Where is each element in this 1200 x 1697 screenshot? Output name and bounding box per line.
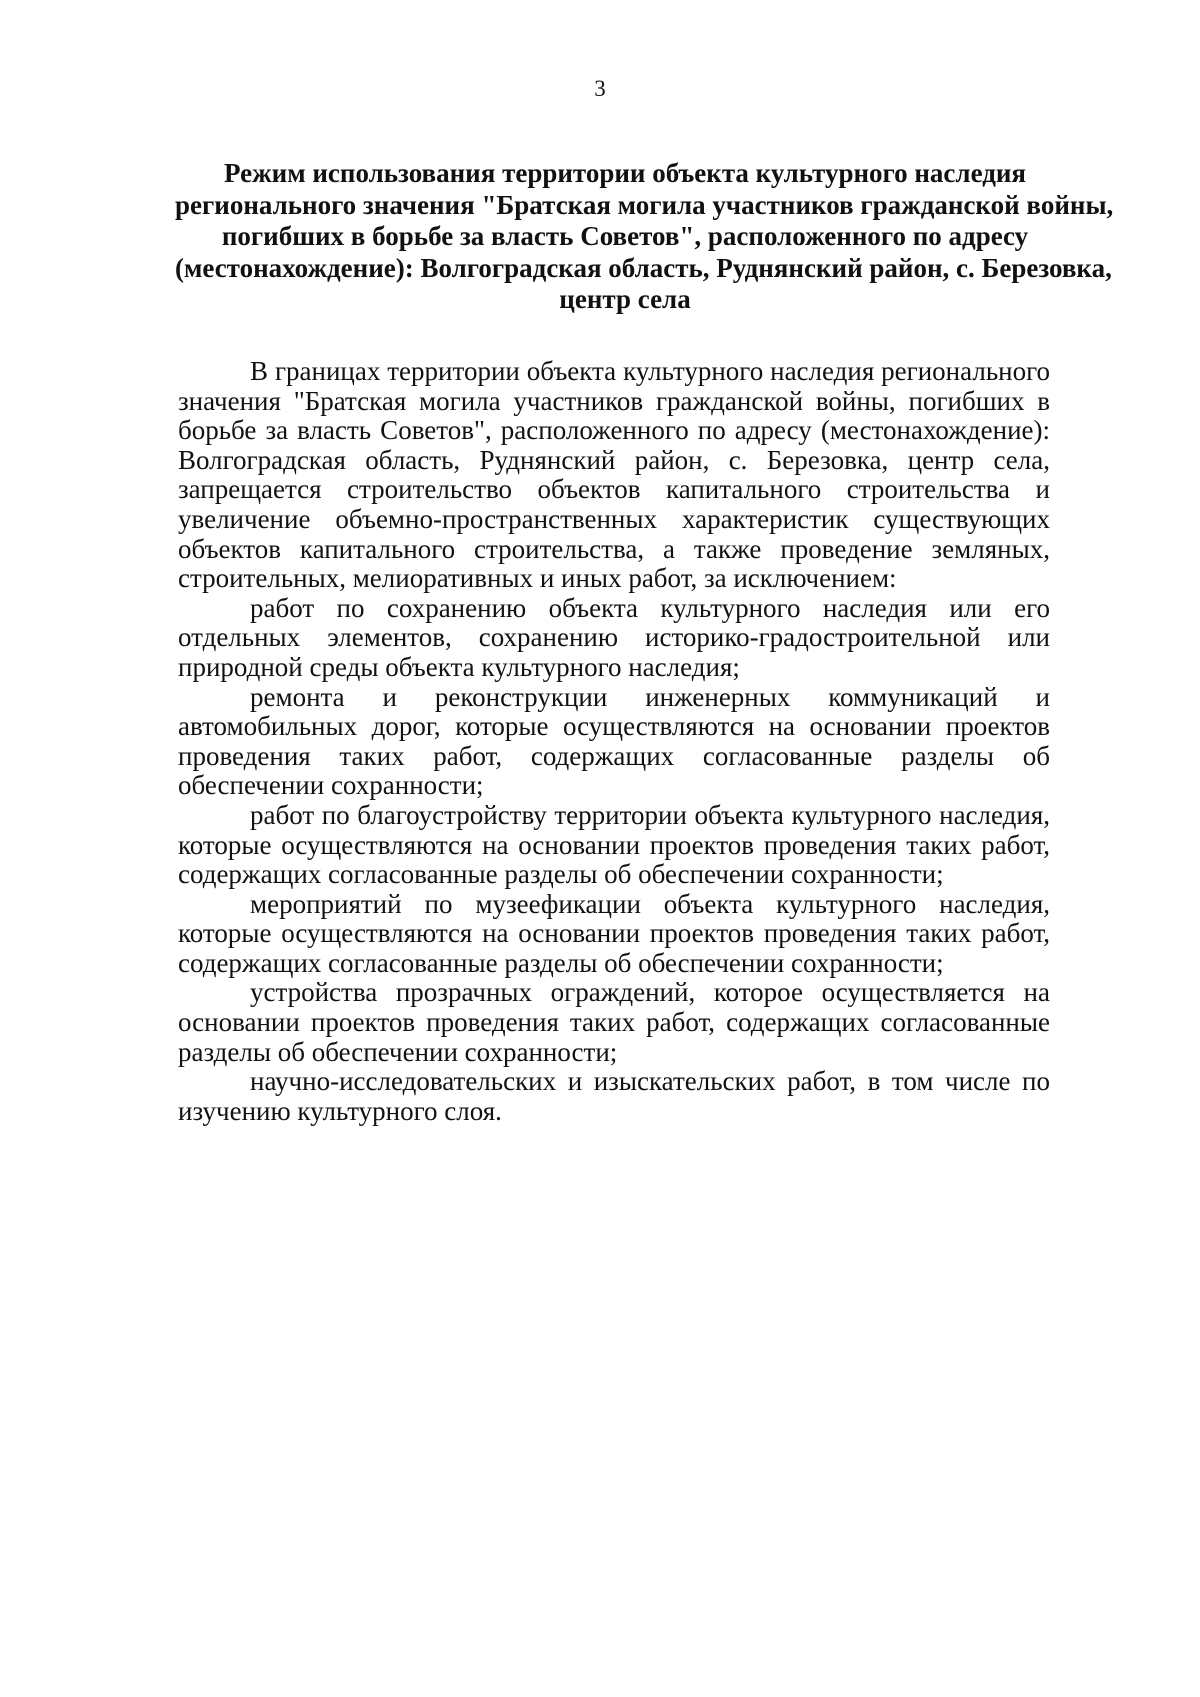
title-line: регионального значения "Братская могила участников гражданской войны, — [175, 189, 1114, 220]
title-line: погибших в борьбе за власть Советов", расположенного по адресу — [221, 221, 1029, 251]
intro-paragraph: В границах территории объекта культурного наследия регионального значения "Братская могила участников гражданской войны, погибших в борьбе за власть Советов", расположенного по адресу (местонахождение): Волгоградская область, Руднянский район, с. Березовка, центр села, запрещается строительство объектов капитального строительства и увеличение объемно-пространственных характеристик существующих объектов капитального строительства, а также проведение земляных, строительных, мелиоративных и иных работ, за исключением: — [178, 356, 1050, 594]
exception-item: ремонта и реконструкции инженерных коммуникаций и автомобильных дорог, которые осуществляются на основании проектов проведения таких работ, содержащих согласованные разделы об обеспечении сохранности; — [178, 681, 1050, 801]
document-title — [175, 158, 1114, 316]
exception-item: работ по сохранению объекта культурного наследия или его отдельных элементов, сохранению историко-градостроительной или природной среды объекта культурного наследия; — [178, 592, 1050, 682]
page-number: 3 — [594, 76, 606, 101]
title-line: (местонахождение): Волгоградская область, Руднянский район, с. Березовка, — [175, 252, 1112, 283]
exception-item: научно-исследовательских и изыскательских работ, в том числе по изучению культурного слоя. — [178, 1066, 1050, 1126]
exception-item: устройства прозрачных ограждений, которое осуществляется на основании проектов проведения таких работ, содержащих согласованные разделы об обеспечении сохранности; — [178, 977, 1050, 1067]
exception-item: работ по благоустройству территории объекта культурного наследия, которые осуществляются на основании проектов проведения таких работ, содержащих согласованные разделы об обеспечении сохранности; — [178, 799, 1050, 890]
title-line: центр села — [559, 284, 691, 314]
exception-item: мероприятий по музеефикации объекта культурного наследия, которые осуществляются на основании проектов проведения таких работ, содержащих согласованные разделы об обеспечении сохранности; — [178, 888, 1050, 978]
document-body — [178, 357, 1050, 1126]
title-line: Режим использования территории объекта культурного наследия — [223, 158, 1027, 188]
